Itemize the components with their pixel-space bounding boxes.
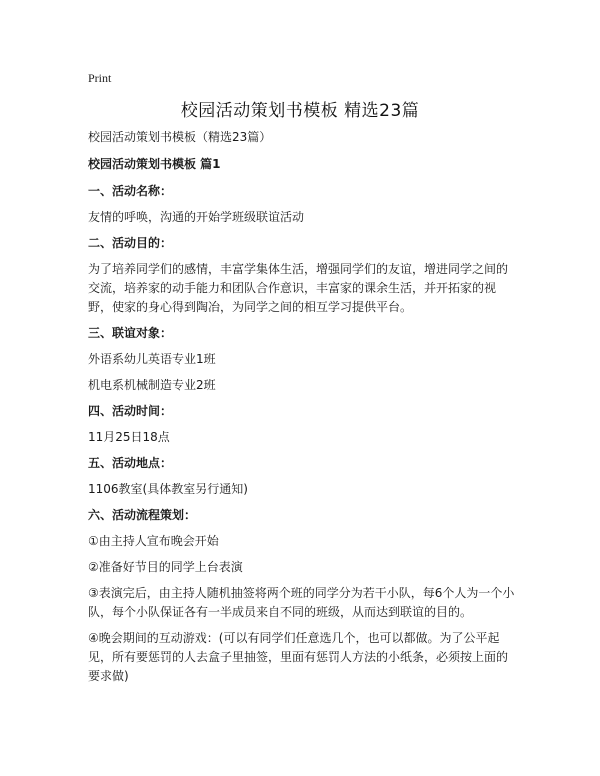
flow-step-4: ④晚会期间的互动游戏：(可以有同学们任意选几个，也可以都做。为了公平起见，所有要惩罚的人去盒子里抽签，里面有惩罚人方法的小纸条，必须按上面的要求做): [88, 631, 509, 683]
section-title: 校园活动策划书模板 篇1: [88, 157, 221, 171]
participant-class-1: 外语系幼儿英语专业1班: [88, 352, 216, 366]
print-link[interactable]: Print: [88, 71, 112, 85]
heading-activity-purpose: 二、活动目的：: [88, 236, 173, 250]
paragraph-activity-purpose: 为了培养同学们的感情，丰富学集体生活，增强同学们的友谊，增进同学之间的交流，培养家的动手能力和团队合作意识，丰富家的课余生活，并开拓家的视野，使家的身心得到陶冶，为同学之间的相互学习提供平台。: [88, 262, 509, 314]
heading-activity-flow: 六、活动流程策划：: [88, 508, 197, 522]
subtitle: 校园活动策划书模板（精选23篇）: [88, 130, 272, 144]
page-title: 校园活动策划书模板 精选23篇: [180, 101, 420, 121]
paragraph-activity-name: 友情的呼唤，沟通的开始学班级联谊活动: [88, 210, 305, 224]
heading-activity-time: 四、活动时间：: [88, 404, 173, 418]
paragraph-activity-location: 1106教室(具体教室另行通知): [88, 482, 248, 496]
paragraph-activity-time: 11月25日18点: [88, 430, 170, 444]
flow-step-1: ①由主持人宣布晚会开始: [88, 534, 219, 548]
document-body: [88, 128, 518, 686]
flow-step-3: ③表演完后，由主持人随机抽签将两个班的同学分为若干小队，每6个人为一个小队，每个小队保证各有一半成员来自不同的班级，从而达到联谊的目的。: [88, 586, 515, 619]
participant-class-2: 机电系机械制造专业2班: [88, 378, 216, 392]
heading-participants: 三、联谊对象：: [88, 326, 173, 340]
heading-activity-location: 五、活动地点：: [88, 456, 173, 470]
flow-step-2: ②准备好节目的同学上台表演: [88, 560, 243, 574]
heading-activity-name: 一、活动名称：: [88, 184, 173, 198]
